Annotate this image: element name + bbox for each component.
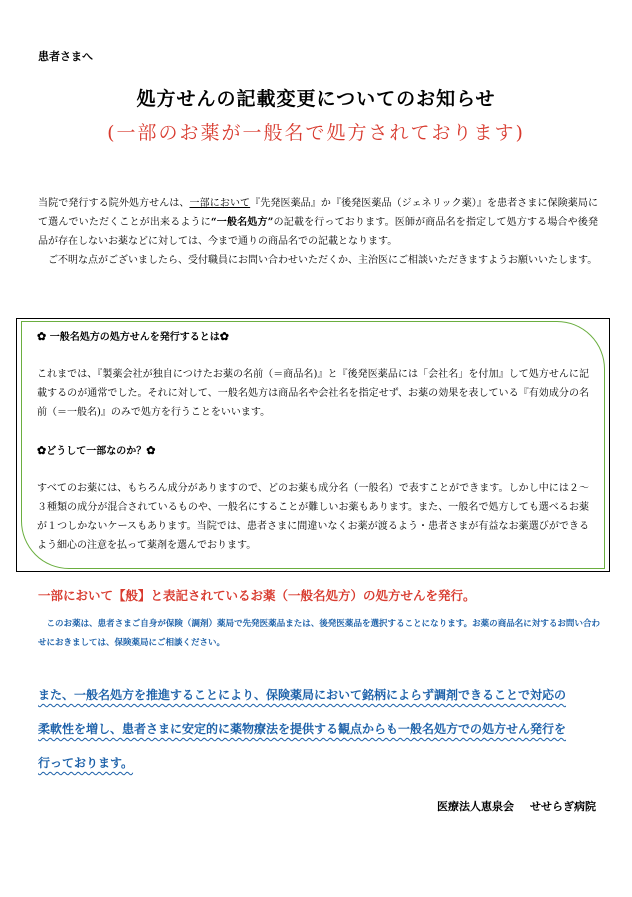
footer-hospital: せせらぎ病院 bbox=[530, 800, 596, 813]
notice-big-blue bbox=[38, 678, 600, 780]
info-box-body-2 bbox=[37, 479, 589, 555]
flower-icon: ✿ bbox=[146, 444, 156, 457]
footer-org: 医療法人恵泉会 bbox=[437, 800, 514, 813]
info-box-body-1 bbox=[37, 365, 589, 422]
box-heading-1-text: 一般名処方の処方せんを発行するとは bbox=[49, 332, 220, 343]
footer-signature bbox=[437, 798, 596, 814]
big-blue-line-1: また、一般名処方を推進することにより、保険薬局において銘柄によらず調剤できることで対応の bbox=[38, 688, 567, 702]
info-box bbox=[16, 318, 610, 572]
intro-text-b: 『先発医薬品』か『後発医薬品（ジェネリック薬）』を患者さまに保険薬局にて選んでいただくことが出来るように bbox=[38, 198, 599, 228]
intro-text bbox=[38, 194, 598, 270]
small-blue-text: このお薬は、患者さまご自身が保険（調剤）薬局で先発医薬品または、後発医薬品を選択することになります。お薬の商品名に対するお問い合わせにおきましては、保険薬局にご相談ください。 bbox=[38, 619, 600, 648]
flower-icon: ✿ bbox=[219, 330, 229, 343]
intro-underline: 一部において bbox=[189, 198, 251, 209]
big-blue-line-3: 行っております。 bbox=[38, 756, 134, 770]
intro-text-a: 当院で発行する院外処方せんは、 bbox=[38, 198, 190, 209]
page-title: 処方せんの記載変更についてのお知らせ bbox=[136, 88, 496, 110]
info-box-section-1 bbox=[37, 327, 589, 347]
greeting: 患者さまへ bbox=[38, 50, 93, 63]
info-box-section-2 bbox=[37, 441, 589, 461]
box-heading-2 bbox=[37, 441, 589, 461]
box-body-1: これまでは、『製薬会社が独自につけたお薬の名前（＝商品名)』と『後発医薬品には「会社名」を付加』して処方せんに記載するのが通常でした。それに対して、一般名処方は商品名や会社名を指定せず、お薬の効果を表している『有効成分の名前（＝一般名)』のみで処方を行うことをいいます。 bbox=[37, 369, 589, 418]
intro-paragraph-2: ご不明な点がございましたら、受付職員にお問い合わせいただくか、主治医にご相談いただきますようお願いいたします。 bbox=[48, 255, 598, 266]
page-subtitle: (一部のお薬が一般名で処方されております) bbox=[107, 122, 525, 144]
intro-paragraph-1 bbox=[38, 194, 598, 251]
flower-icon: ✿ bbox=[37, 444, 47, 457]
notice-red-line: 一部において【般】と表記されているお薬（一般名処方）の処方せんを発行。 bbox=[38, 588, 476, 603]
big-blue-line-2: 柔軟性を増し、患者さまに安定的に薬物療法を提供する観点からも一般名処方での処方せん発行を bbox=[38, 722, 567, 736]
intro-text-c: の記載を行っております。医師が商品名を指定して処方する場合や後発品が存在しないお薬などに対しては、今まで通りの商品名での記載となります。 bbox=[38, 217, 599, 247]
box-heading-2-text: どうして一部なのか？ bbox=[46, 446, 147, 457]
flower-icon: ✿ bbox=[37, 330, 47, 343]
box-body-2: すべてのお薬には、もちろん成分がありますので、どのお薬も成分名（一般名）で表すことができます。しかし中には２～３種類の成分が混合されているものや、一般名にすることが難しいお薬もあります。また、一般名で処方しても選べるお薬が１つしかないケースもあります。当院では、患者さまに間違いなくお薬が渡るよう・患者さまが有益なお薬選びができるよう細心の注意を払って薬剤を選んでおります。 bbox=[37, 483, 589, 551]
notice-small-blue bbox=[38, 615, 600, 653]
intro-bold: “一般名処方” bbox=[210, 217, 274, 228]
box-heading-1 bbox=[37, 327, 589, 347]
